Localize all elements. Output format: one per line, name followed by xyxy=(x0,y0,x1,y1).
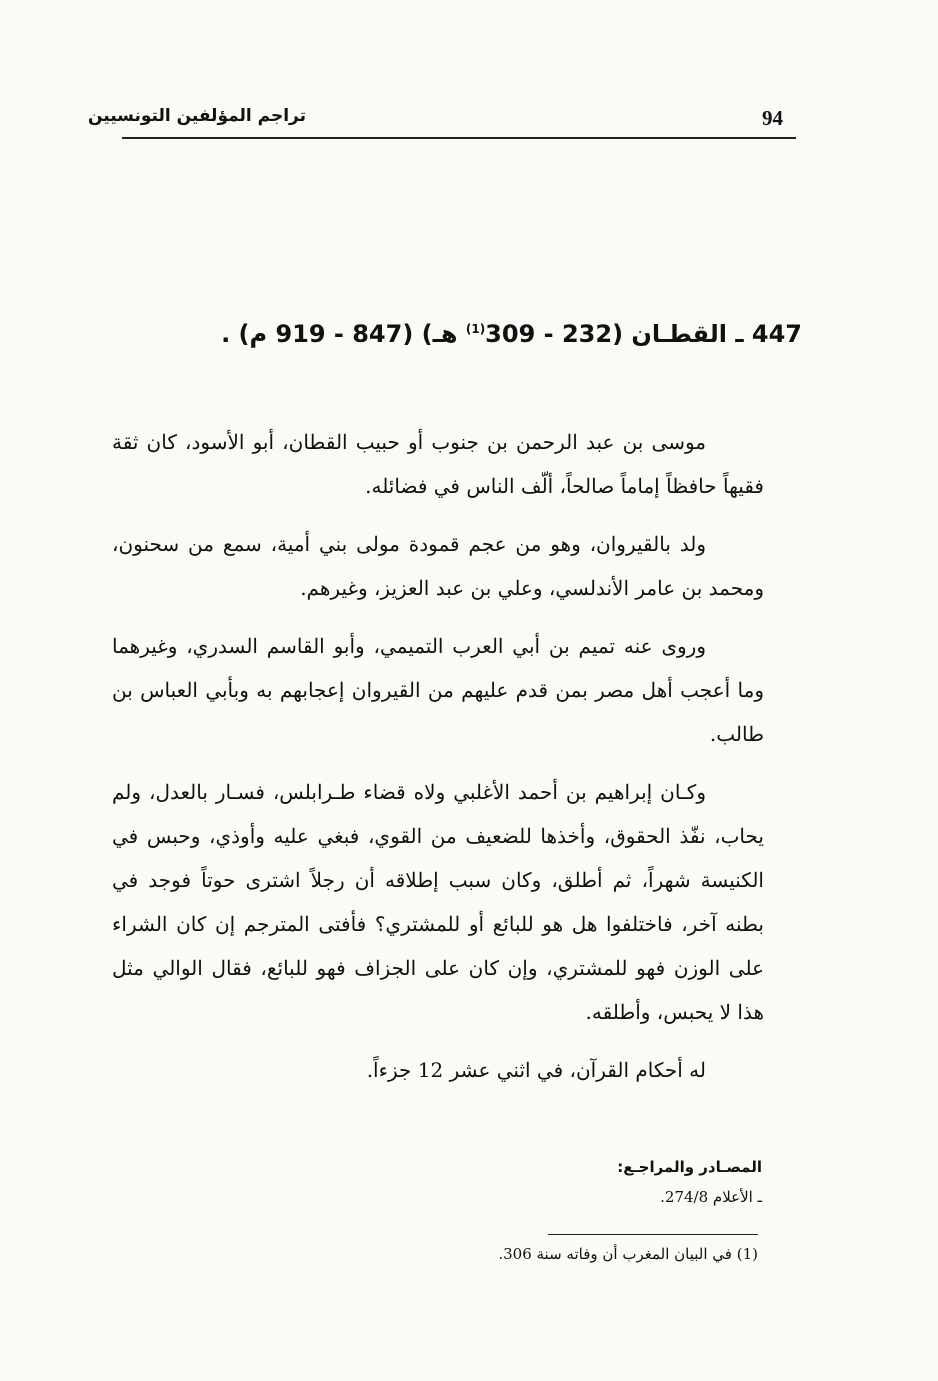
entry-heading-rest: هـ) (847 - 919 م) . xyxy=(221,320,466,348)
sources-heading: المصـادر والمراجـع: xyxy=(617,1158,762,1176)
entry-body xyxy=(112,420,764,1106)
running-title: تراجم المؤلفين التونسيين xyxy=(88,106,306,126)
footnote: (1) في البيان المغرب أن وفاته سنة 306. xyxy=(498,1245,758,1263)
body-paragraph: وروى عنه تميم بن أبي العرب التميمي، وأبو القاسم السدري، وغيرهما وما أعجب أهل مصر بمن قدم عليهم من القيروان إعجابهم به وبأبي العباس بن طالب. xyxy=(112,634,764,746)
body-paragraph: موسى بن عبد الرحمن بن جنوب أو حبيب القطان، أبو الأسود، كان ثقة فقيهاً حافظاً إماماً صالحاً، ألّف الناس في فضائله. xyxy=(112,430,764,498)
body-paragraph: ولد بالقيروان، وهو من عجم قمودة مولى بني أمية، سمع من سحنون، ومحمد بن عامر الأندلسي، وعلي بن عبد العزيز، وغيرهم. xyxy=(112,532,764,600)
body-paragraph: له أحكام القرآن، في اثني عشر 12 جزءاً. xyxy=(366,1058,706,1082)
footnote-rule xyxy=(548,1234,758,1235)
page-number: 94 xyxy=(762,106,783,130)
sources-section xyxy=(420,1152,762,1212)
body-paragraph: وكـان إبراهيم بن أحمد الأغلبي ولاه قضاء طـرابلس، فسـار بالعدل، ولم يحاب، نفّذ الحقوق، وأخذها للضعيف من القوي، فبغي عليه وأوذي، وحبس في الكنيسة شهراً، ثم أطلق، وكان سبب إطلاقه أن رجلاً اشترى حوتاً فوجد في بطنه آخر، فاختلفوا هل هو للبائع أو للمشتري؟ فأفتى المترجم إن كان الشراء على الوزن فهو للمشتري، وإن كان على الجزاف فهو للبائع، فقال الوالي مثل هذا لا يحبس، وأطلقه. xyxy=(112,780,764,1024)
footnote-reference: (1) xyxy=(465,322,486,336)
header-rule xyxy=(122,137,796,139)
source-item: ـ الأعلام 274/8. xyxy=(660,1188,762,1206)
entry-heading xyxy=(200,320,802,348)
entry-heading-main: 447 ـ القطـان (232 - 309 xyxy=(485,320,802,348)
